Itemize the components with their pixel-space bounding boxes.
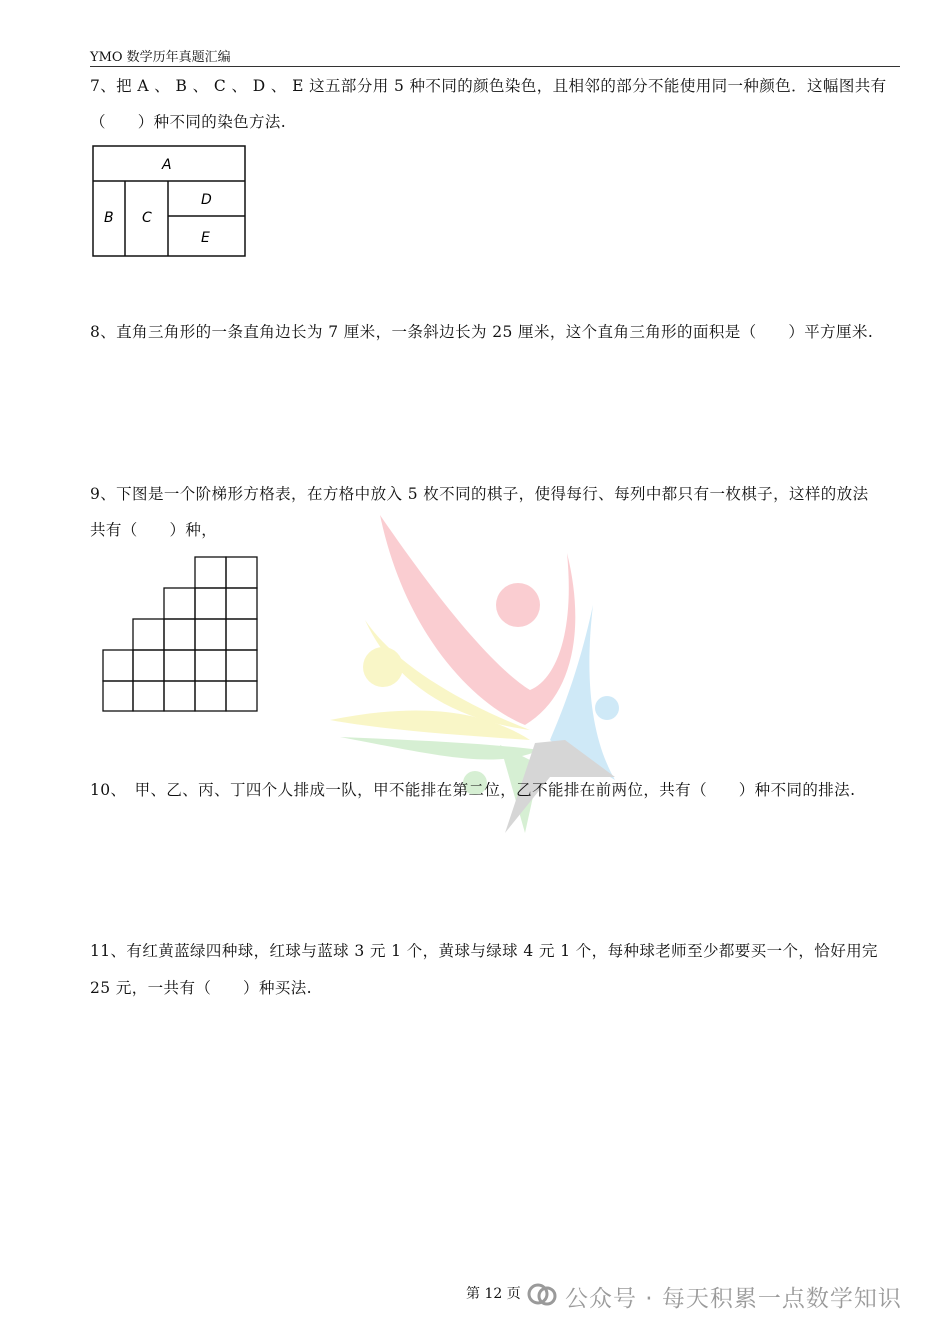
question-9-line-2: 共有（ ）种， xyxy=(90,521,218,539)
wechat-brand-icon xyxy=(527,1282,557,1308)
page-number: 第 12 页 xyxy=(466,1286,521,1302)
region-label-c: C xyxy=(142,210,152,226)
question-9-line-1: 9、下图是一个阶梯形方格表，在方格中放入 5 枚不同的棋子，使得每行、每列中都只有一枚棋子，这样的放法 xyxy=(90,485,869,503)
region-label-d: D xyxy=(201,192,212,208)
question-11-line-2: 25 元，一共有（ ）种买法. xyxy=(90,979,312,997)
question-10: 10、 甲、乙、丙、丁四个人排成一队，甲不能排在第二位，乙不能排在前两位，共有（ ）种不同的排法. xyxy=(90,781,856,799)
region-label-a: A xyxy=(162,157,172,173)
header-divider xyxy=(90,66,900,67)
question-11-line-1: 11、有红黄蓝绿四种球，红球与蓝球 3 元 1 个，黄球与绿球 4 元 1 个，每种球老师至少都要买一个，恰好用完 xyxy=(90,942,878,960)
coloring-regions-figure xyxy=(92,145,248,260)
question-8: 8、直角三角形的一条直角边长为 7 厘米，一条斜边长为 25 厘米，这个直角三角形的面积是（ ）平方厘米. xyxy=(90,323,874,341)
footer-brand-text: 公众号 · 每天积累一点数学知识 xyxy=(565,1286,902,1312)
region-label-b: B xyxy=(104,210,114,226)
question-7-line-2: （ ）种不同的染色方法. xyxy=(90,113,287,131)
document-header: YMO 数学历年真题汇编 xyxy=(90,50,231,65)
staircase-grid-figure xyxy=(102,556,260,714)
question-7-line-1: 7、把 A 、 B 、 C 、 D 、 E 这五部分用 5 种不同的颜色染色，且相邻的部分不能使用同一种颜色．这幅图共有 xyxy=(90,77,887,95)
region-label-e: E xyxy=(201,230,210,246)
